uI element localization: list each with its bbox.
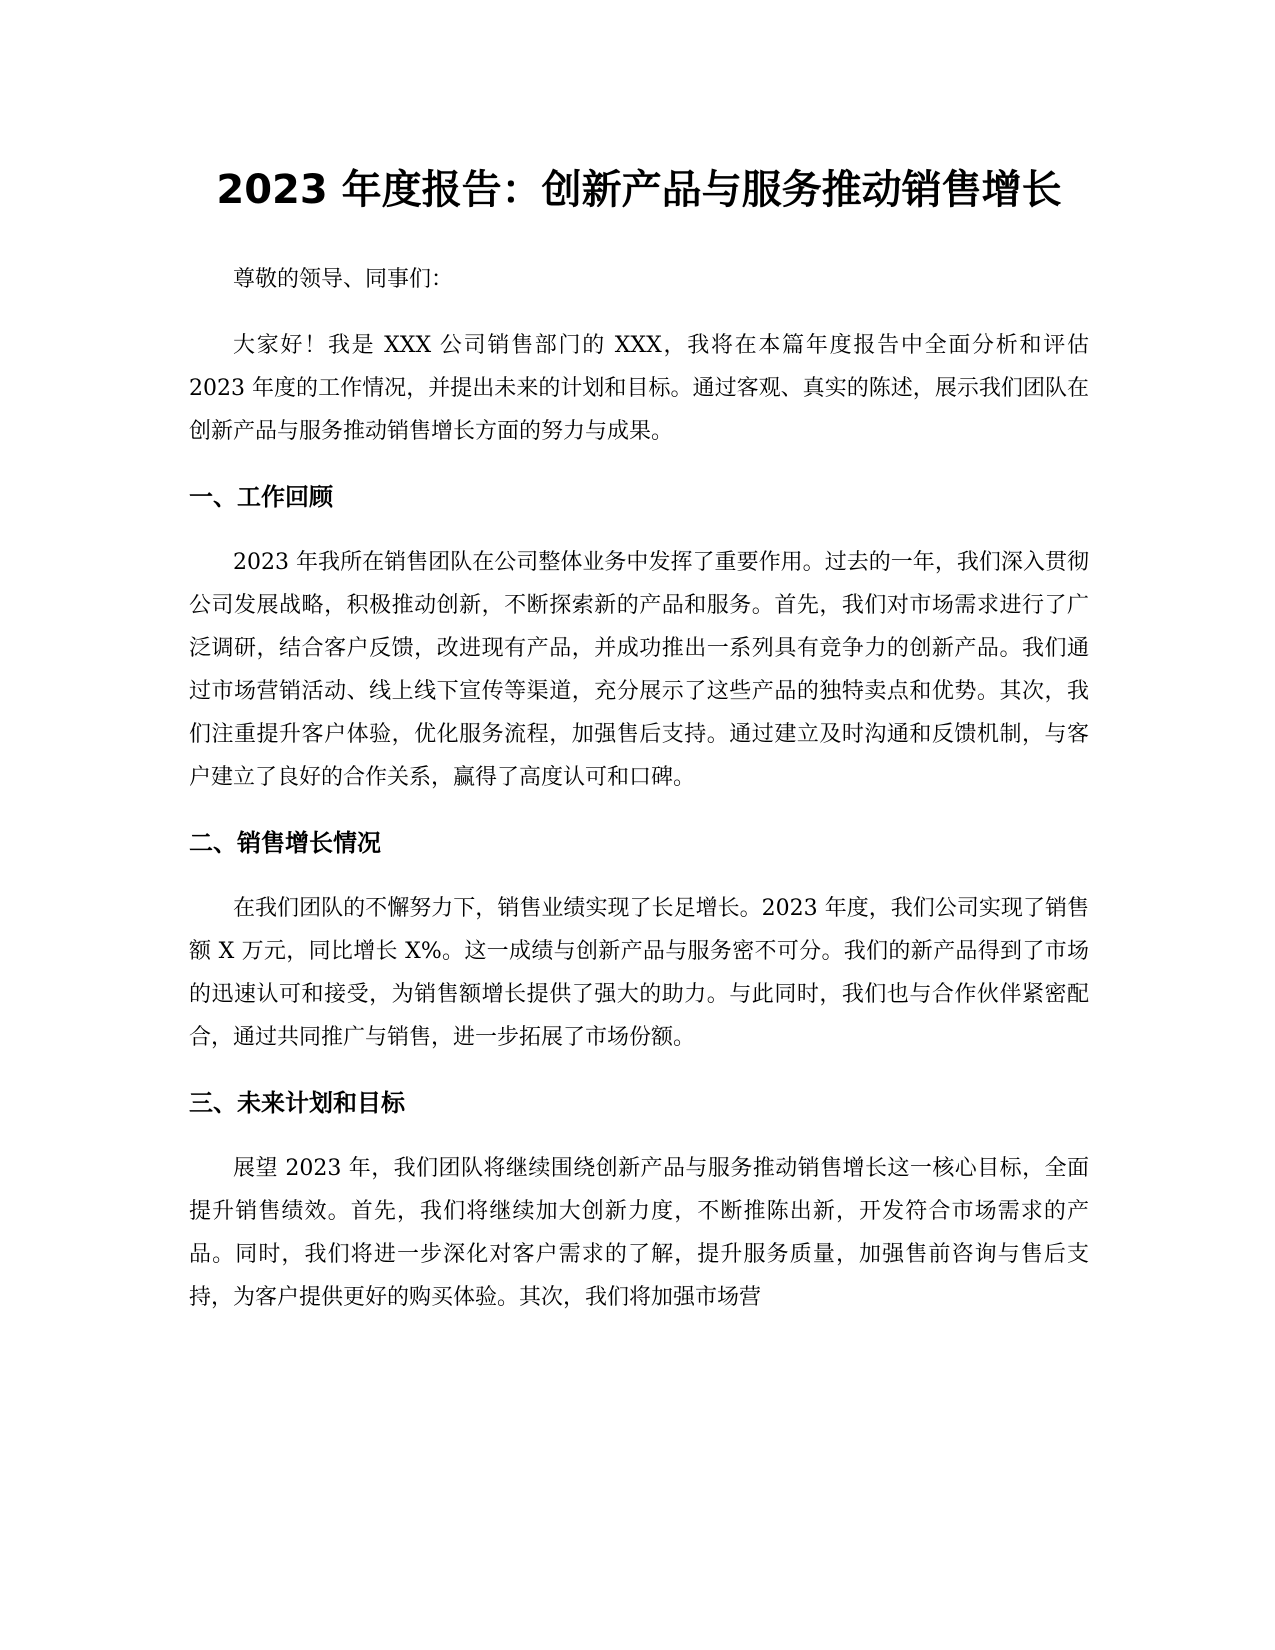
salutation: 尊敬的领导、同事们： — [233, 267, 454, 292]
intro-paragraph: 大家好！我是 XXX 公司销售部门的 XXX，我将在本篇年度报告中全面分析和评估 2023 年度的工作情况，并提出未来的计划和目标。通过客观、真实的陈述，展示我们团队在创新产品与服务推动销售增长方面的努力与成果。 — [189, 333, 1089, 444]
section-heading-sales-growth: 二、销售增长情况 — [189, 829, 381, 857]
document-title: 2023 年度报告：创新产品与服务推动销售增长 — [216, 167, 1062, 213]
section-heading-future-plans: 三、未来计划和目标 — [189, 1089, 405, 1117]
section-heading-work-review: 一、工作回顾 — [189, 483, 333, 511]
section-body-future-plans: 展望 2023 年，我们团队将继续围绕创新产品与服务推动销售增长这一核心目标，全面提升销售绩效。首先，我们将继续加大创新力度，不断推陈出新，开发符合市场需求的产品。同时，我们将进一步深化对客户需求的了解，提升服务质量，加强售前咨询与售后支持，为客户提供更好的购买体验。其次，我们将加强市场营 — [189, 1156, 1089, 1310]
document-body — [189, 150, 1089, 1319]
section-body-work-review: 2023 年我所在销售团队在公司整体业务中发挥了重要作用。过去的一年，我们深入贯彻公司发展战略，积极推动创新，不断探索新的产品和服务。首先，我们对市场需求进行了广泛调研，结合客户反馈，改进现有产品，并成功推出一系列具有竞争力的创新产品。我们通过市场营销活动、线上线下宣传等渠道，充分展示了这些产品的独特卖点和优势。其次，我们注重提升客户体验，优化服务流程，加强售后支持。通过建立及时沟通和反馈机制，与客户建立了良好的合作关系，赢得了高度认可和口碑。 — [189, 550, 1089, 790]
section-body-sales-growth: 在我们团队的不懈努力下，销售业绩实现了长足增长。2023 年度，我们公司实现了销售额 X 万元，同比增长 X%。这一成绩与创新产品与服务密不可分。我们的新产品得到了市场的迅速认可和接受，为销售额增长提供了强大的助力。与此同时，我们也与合作伙伴紧密配合，通过共同推广与销售，进一步拓展了市场份额。 — [189, 896, 1089, 1050]
